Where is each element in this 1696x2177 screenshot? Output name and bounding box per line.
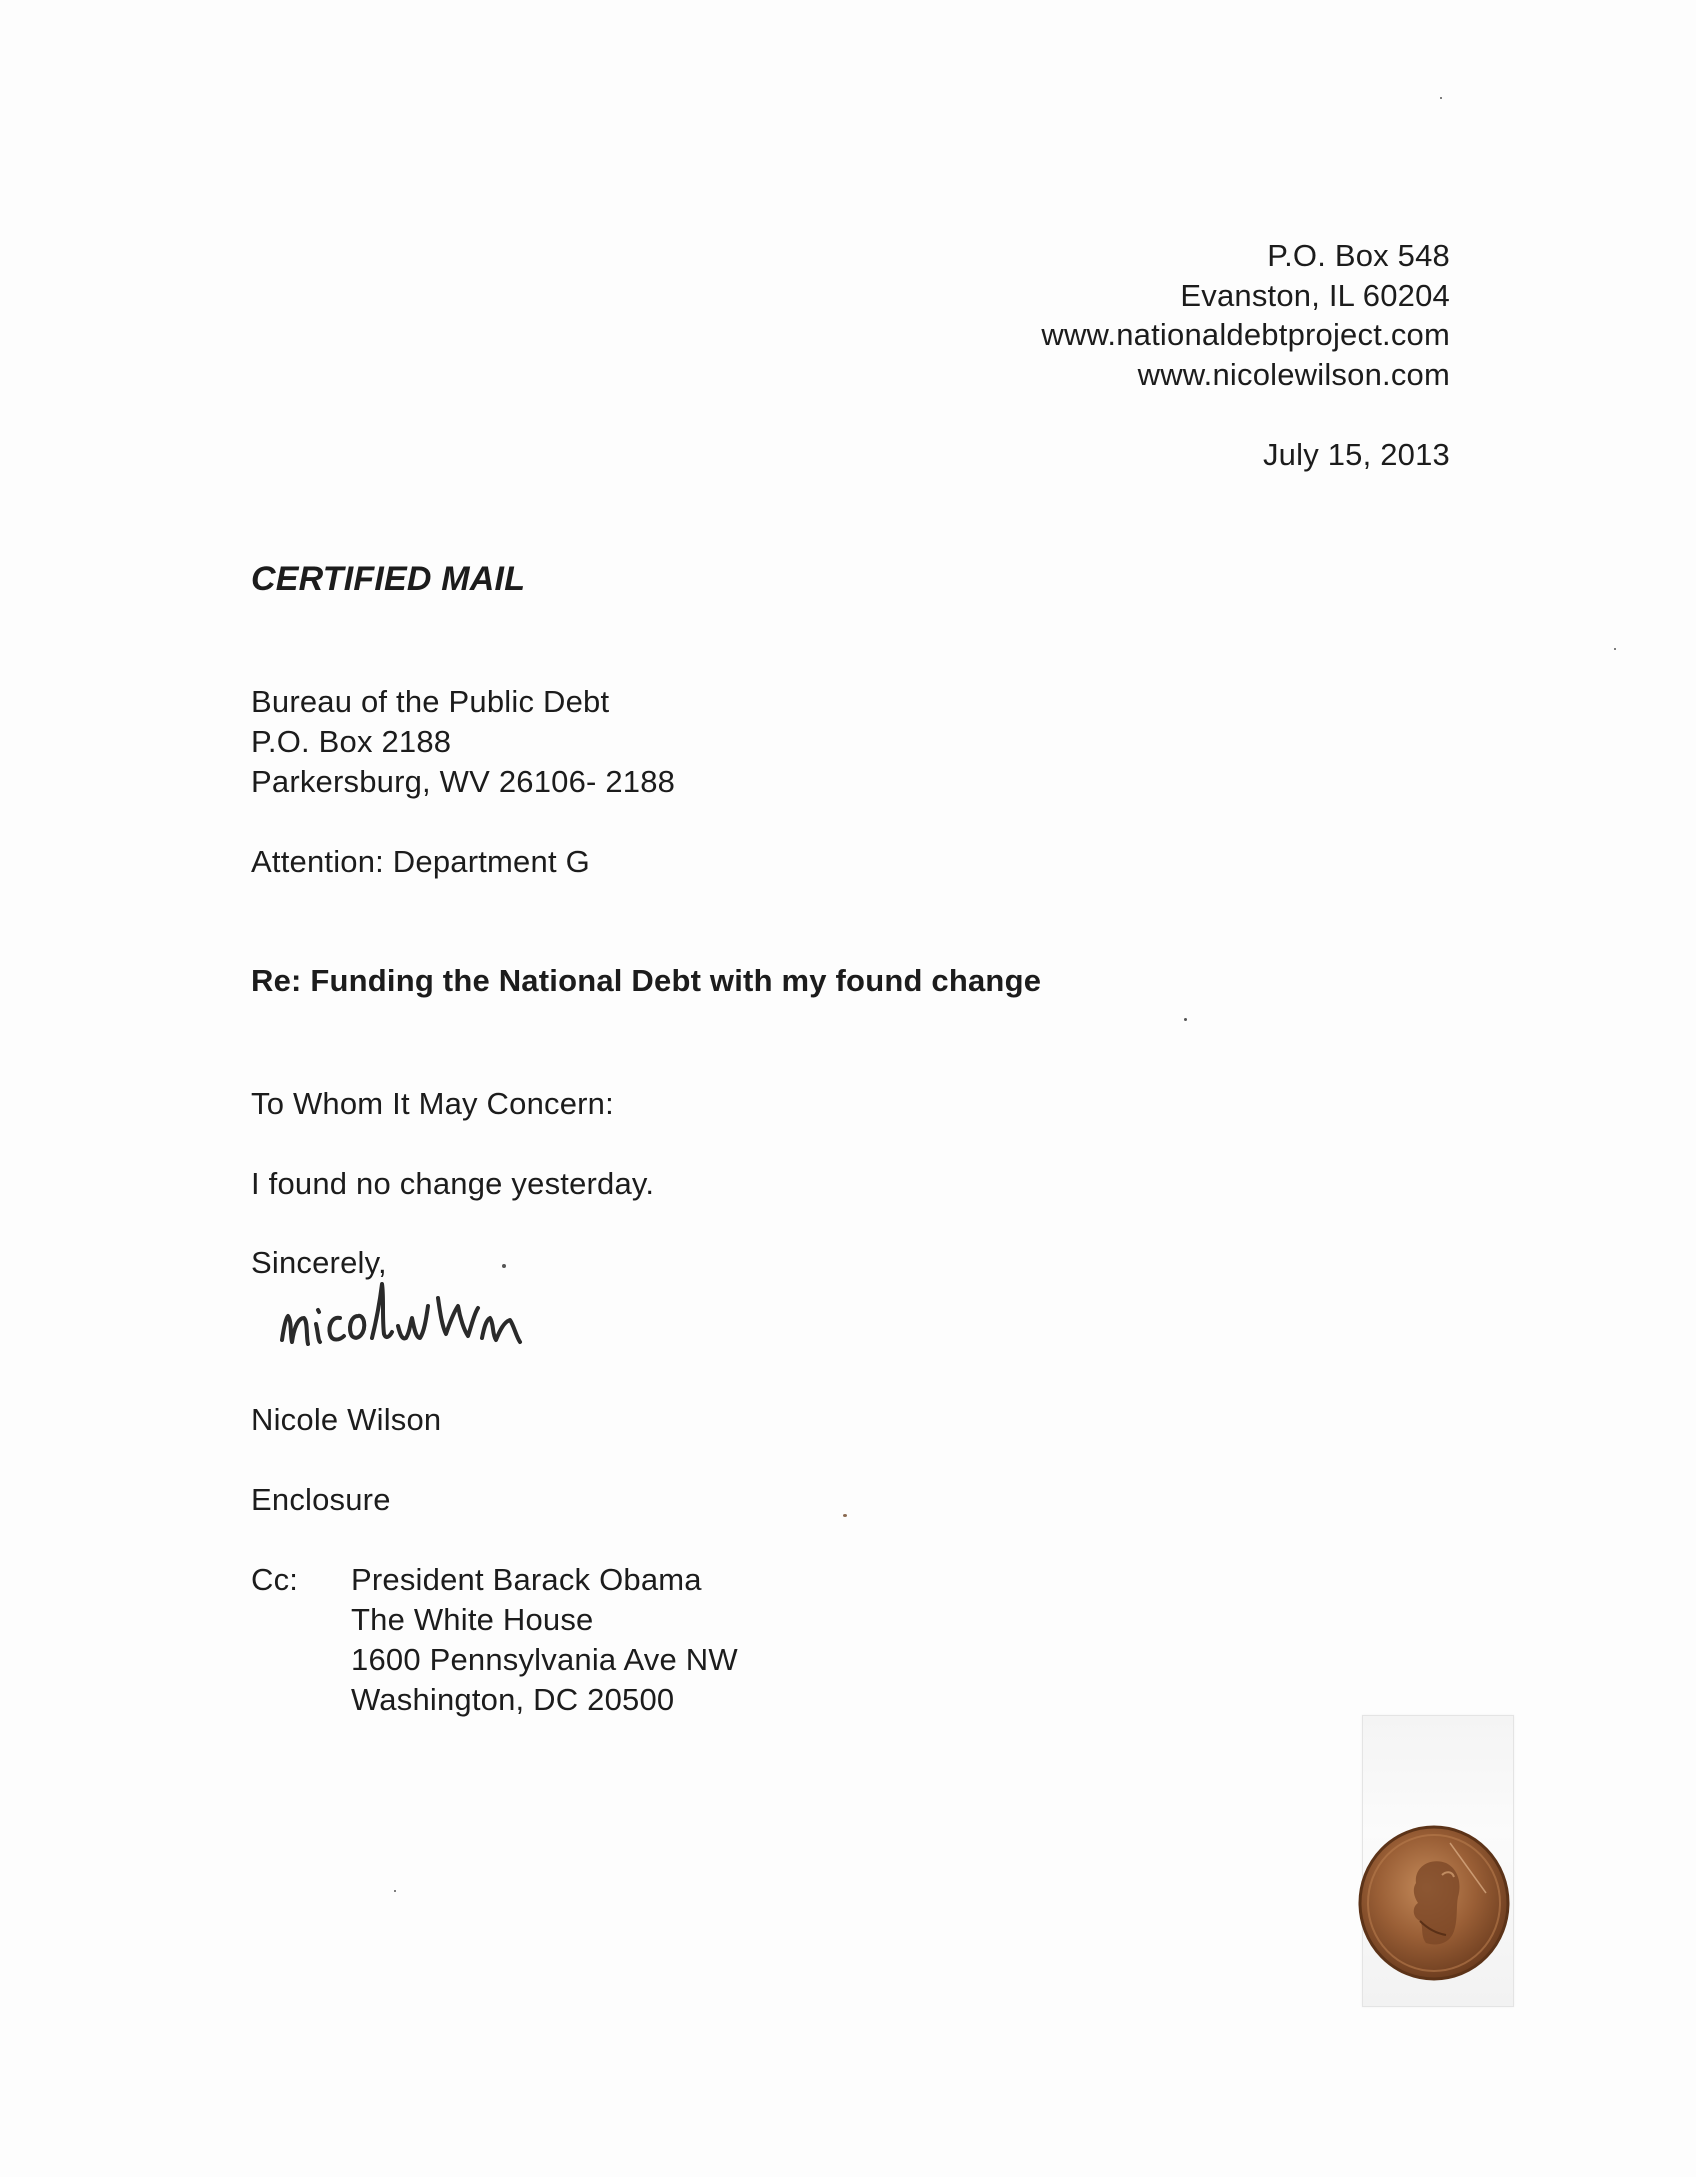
scan-speck	[843, 1514, 847, 1517]
enclosure-note: Enclosure	[251, 1482, 391, 1517]
body-text: I found no change yesterday.	[251, 1166, 655, 1201]
cc-line-1: President Barack Obama	[351, 1562, 702, 1597]
cc-line-4: Washington, DC 20500	[351, 1682, 675, 1717]
salutation: To Whom It May Concern:	[251, 1086, 614, 1121]
cc-line-3: 1600 Pennsylvania Ave NW	[351, 1642, 738, 1677]
recipient-line-3: Parkersburg, WV 26106- 2188	[251, 764, 676, 799]
handwritten-signature	[274, 1262, 574, 1372]
scan-speck	[502, 1264, 506, 1268]
scan-speck	[1614, 648, 1616, 650]
attention-line: Attention: Department G	[251, 844, 590, 879]
scan-speck	[394, 1890, 396, 1892]
scan-speck	[1440, 97, 1442, 99]
recipient-line-1: Bureau of the Public Debt	[251, 684, 610, 719]
cc-label: Cc:	[251, 1562, 299, 1597]
letterhead-line-1: P.O. Box 548	[1267, 238, 1450, 273]
closing: Sincerely,	[251, 1245, 387, 1280]
letterhead-website-1: www.nationaldebtproject.com	[1041, 317, 1450, 352]
scan-speck	[1184, 1018, 1187, 1021]
letter-date: July 15, 2013	[1262, 437, 1450, 472]
subject-line: Re: Funding the National Debt with my found change	[251, 963, 1042, 998]
sender-name: Nicole Wilson	[251, 1402, 442, 1437]
recipient-line-2: P.O. Box 2188	[251, 724, 452, 759]
certified-mail-heading: CERTIFIED MAIL	[251, 560, 526, 598]
letterhead-line-2: Evanston, IL 60204	[1180, 278, 1450, 313]
letterhead-website-2: www.nicolewilson.com	[1137, 357, 1450, 392]
cc-line-2: The White House	[351, 1602, 594, 1637]
penny-coin	[1354, 1823, 1514, 1983]
